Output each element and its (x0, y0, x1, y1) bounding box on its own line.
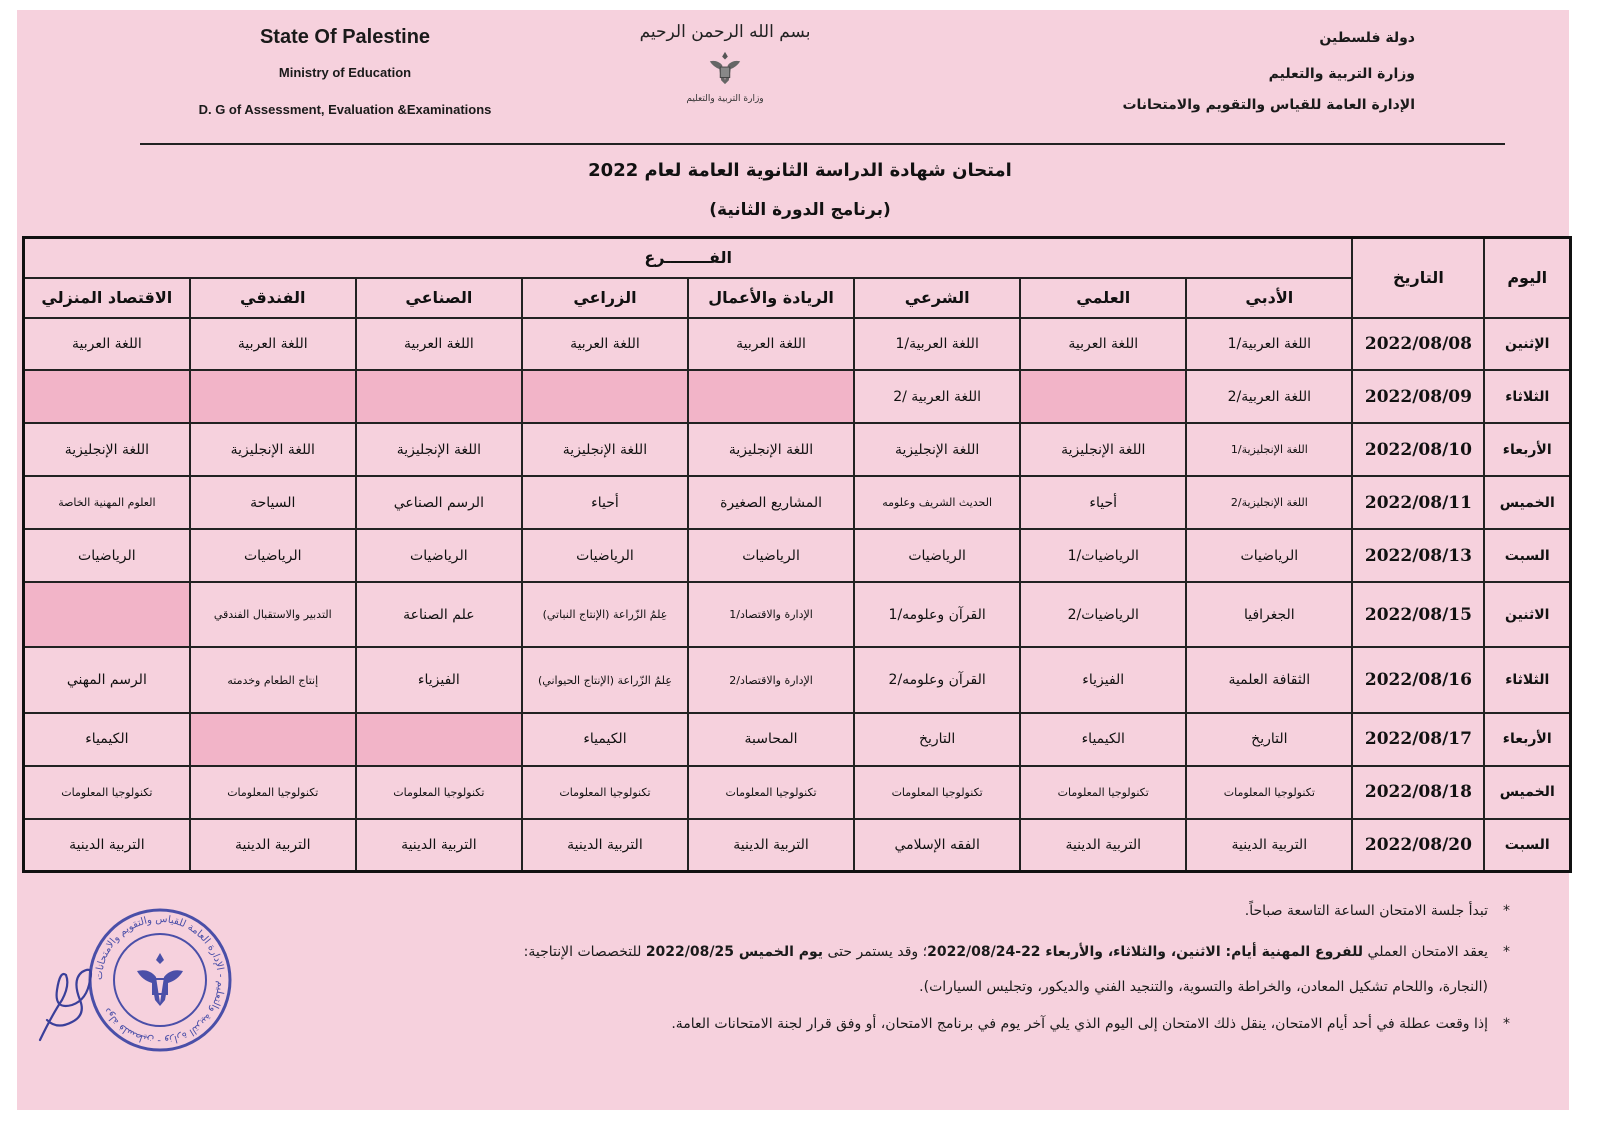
day-cell: الثلاثاء (1484, 647, 1570, 712)
subject-cell: الرياضيات (356, 529, 522, 582)
subject-cell: اللغة العربية (1020, 318, 1186, 371)
note-text: يعقد الامتحان العملي للفروع المهنية أيام: الاثنين، والثلاثاء، والأربعاء 22-2022/08/24؛ وقد يستمر حتى يوم الخميس 2022/08/25 للتخصصات الإنتاجية: (523, 944, 1488, 960)
subject-cell: التربية الدينية (190, 819, 356, 872)
subject-cell: اللغة الإنجليزية/2 (1186, 476, 1352, 529)
subject-cell: اللغة الإنجليزية (688, 423, 854, 476)
schedule-row (24, 476, 1571, 529)
subject-cell: الفيزياء (1020, 647, 1186, 712)
empty-subject-cell (24, 370, 190, 423)
subject-cell: تكنولوجيا المعلومات (1020, 766, 1186, 819)
english-ministry: Ministry of Education (278, 65, 412, 80)
note-bullet: * (1503, 1016, 1510, 1032)
schedule-row (24, 370, 1571, 423)
col-day-header: اليوم (1484, 238, 1570, 318)
subject-cell: التربية الدينية (688, 819, 854, 872)
subject-cell: الرياضيات/1 (1020, 529, 1186, 582)
document-title: امتحان شهادة الدراسة الثانوية العامة لعام 2022 (588, 160, 1012, 181)
subject-cell: الرياضيات (24, 529, 190, 582)
branch-header: الصناعي (356, 278, 522, 318)
header-divider (140, 143, 1505, 145)
subject-cell: اللغة العربية (24, 318, 190, 371)
arabic-ministry: وزارة التربية والتعليم (1268, 66, 1415, 82)
subject-cell: اللغة الإنجليزية (1020, 423, 1186, 476)
exam-schedule-table (22, 236, 1572, 873)
subject-cell: التربية الدينية (356, 819, 522, 872)
empty-subject-cell (688, 370, 854, 423)
branch-header: الأدبي (1186, 278, 1352, 318)
schedule-row (24, 819, 1571, 872)
subject-cell: اللغة العربية/1 (1186, 318, 1352, 371)
crest-caption: وزارة التربية والتعليم (686, 94, 764, 104)
subject-cell: تكنولوجيا المعلومات (24, 766, 190, 819)
subject-cell: الرسم الصناعي (356, 476, 522, 529)
subject-cell: التربية الدينية (1186, 819, 1352, 872)
subject-cell: اللغة العربية (356, 318, 522, 371)
day-cell: الإثنين (1484, 318, 1570, 371)
basmala-calligraphy: بسم الله الرحمن الرحيم (639, 22, 811, 42)
subject-cell: الرياضيات (854, 529, 1020, 582)
subject-cell: اللغة الإنجليزية (356, 423, 522, 476)
arabic-header (1015, 30, 1415, 113)
date-cell: 2022/08/13 (1352, 529, 1484, 582)
branch-header: الفندقي (190, 278, 356, 318)
english-department: D. G of Assessment, Evaluation &Examinations (198, 102, 492, 117)
date-cell: 2022/08/09 (1352, 370, 1484, 423)
subject-cell: التدبير والاستقبال الفندقي (190, 582, 356, 647)
day-cell: الخميس (1484, 476, 1570, 529)
day-cell: الاثنين (1484, 582, 1570, 647)
english-header (130, 20, 560, 117)
header-row-1 (24, 238, 1571, 278)
subject-cell: الرياضيات (1186, 529, 1352, 582)
subject-cell: اللغة الإنجليزية/1 (1186, 423, 1352, 476)
subject-cell: الجغرافيا (1186, 582, 1352, 647)
subject-cell: اللغة الإنجليزية (522, 423, 688, 476)
subject-cell: تكنولوجيا المعلومات (356, 766, 522, 819)
subject-cell: القرآن وعلومه/2 (854, 647, 1020, 712)
subject-cell: تكنولوجيا المعلومات (1186, 766, 1352, 819)
subject-cell: اللغة العربية (688, 318, 854, 371)
arabic-department: الإدارة العامة للقياس والتقويم والامتحانات (1122, 97, 1415, 113)
subject-cell: التربية الدينية (522, 819, 688, 872)
subject-cell: الرياضيات/2 (1020, 582, 1186, 647)
col-date-header: التاريخ (1352, 238, 1484, 318)
subject-cell: المحاسبة (688, 713, 854, 766)
handwritten-signature (32, 960, 102, 1050)
subject-cell: الإدارة والاقتصاد/2 (688, 647, 854, 712)
schedule-row (24, 529, 1571, 582)
note-text: إذا وقعت عطلة في أحد أيام الامتحان، ينقل ذلك الامتحان إلى اليوم الذي يلي آخر يوم في برنامج الامتحان، أو وفق قرار لجنة الامتحانات العامة. (671, 1016, 1488, 1032)
subject-cell: أحياء (522, 476, 688, 529)
subject-cell: السياحة (190, 476, 356, 529)
subject-cell: العلوم المهنية الخاصة (24, 476, 190, 529)
subject-cell: عِلمُ الزّراعة (الإنتاج الحيواني) (522, 647, 688, 712)
date-cell: 2022/08/11 (1352, 476, 1484, 529)
subject-cell: التربية الدينية (24, 819, 190, 872)
schedule-row (24, 766, 1571, 819)
note-item (250, 1013, 1510, 1036)
subject-cell: المشاريع الصغيرة (688, 476, 854, 529)
subject-cell: الإدارة والاقتصاد/1 (688, 582, 854, 647)
subject-cell: التاريخ (1186, 713, 1352, 766)
subject-cell: الرياضيات (688, 529, 854, 582)
schedule-row (24, 647, 1571, 712)
subject-cell: إنتاج الطعام وخدمته (190, 647, 356, 712)
date-cell: 2022/08/08 (1352, 318, 1484, 371)
subject-cell: اللغة الإنجليزية (190, 423, 356, 476)
day-cell: الأربعاء (1484, 713, 1570, 766)
day-cell: الخميس (1484, 766, 1570, 819)
subject-cell: الكيمياء (522, 713, 688, 766)
schedule-row (24, 423, 1571, 476)
subject-cell: التربية الدينية (1020, 819, 1186, 872)
subject-cell: الثقافة العلمية (1186, 647, 1352, 712)
empty-subject-cell (522, 370, 688, 423)
subject-cell: الرياضيات (190, 529, 356, 582)
branch-header: العلمي (1020, 278, 1186, 318)
subject-cell: اللغة العربية (522, 318, 688, 371)
note-item (250, 941, 1510, 964)
note-bullet: * (1503, 903, 1510, 919)
palestine-eagle-icon (706, 48, 744, 88)
subject-cell: تكنولوجيا المعلومات (190, 766, 356, 819)
subject-cell: الرياضيات (522, 529, 688, 582)
empty-subject-cell (190, 713, 356, 766)
subject-cell: اللغة العربية /2 (854, 370, 1020, 423)
note-continuation: (النجارة، واللحام تشكيل المعادن، والخراطة والتسوية، والتنجيد الفني والديكور، وتجليس السيارات). (919, 979, 1488, 995)
schedule-body (24, 318, 1571, 872)
note-text: تبدأ جلسة الامتحان الساعة التاسعة صباحاً. (1244, 903, 1488, 919)
branch-header: الزراعي (522, 278, 688, 318)
subject-cell: اللغة العربية/1 (854, 318, 1020, 371)
subject-cell: علم الصناعة (356, 582, 522, 647)
header-row-2 (24, 278, 1571, 318)
subject-cell: اللغة العربية (190, 318, 356, 371)
date-cell: 2022/08/20 (1352, 819, 1484, 872)
empty-subject-cell (24, 582, 190, 647)
subject-cell: الكيمياء (1020, 713, 1186, 766)
english-country: State Of Palestine (259, 26, 431, 48)
official-seal-stamp (85, 905, 235, 1055)
branch-header: الاقتصاد المنزلي (24, 278, 190, 318)
empty-subject-cell (356, 370, 522, 423)
branch-header: الريادة والأعمال (688, 278, 854, 318)
subject-cell: الكيمياء (24, 713, 190, 766)
subject-cell: تكنولوجيا المعلومات (522, 766, 688, 819)
schedule-row (24, 713, 1571, 766)
schedule-row (24, 318, 1571, 371)
date-cell: 2022/08/16 (1352, 647, 1484, 712)
note-item (250, 900, 1510, 923)
subject-cell: اللغة الإنجليزية (24, 423, 190, 476)
subject-cell: الفيزياء (356, 647, 522, 712)
subject-cell: الفقه الإسلامي (854, 819, 1020, 872)
date-cell: 2022/08/10 (1352, 423, 1484, 476)
subject-cell: الرسم المهني (24, 647, 190, 712)
subject-cell: تكنولوجيا المعلومات (854, 766, 1020, 819)
date-cell: 2022/08/15 (1352, 582, 1484, 647)
subject-cell: تكنولوجيا المعلومات (688, 766, 854, 819)
note-bullet: * (1503, 944, 1510, 960)
date-cell: 2022/08/18 (1352, 766, 1484, 819)
subject-cell: اللغة الإنجليزية (854, 423, 1020, 476)
day-cell: الثلاثاء (1484, 370, 1570, 423)
svg-text:دولة فلسطين - وزارة التربية وا: دولة فلسطين - وزارة التربية والتعليم - الإدارة العامة للقياس والتقويم والامتحانات (93, 913, 227, 1047)
subject-cell: اللغة العربية/2 (1186, 370, 1352, 423)
crest-block (580, 22, 870, 104)
document-subtitle: (برنامج الدورة الثانية) (709, 200, 891, 220)
empty-subject-cell (1020, 370, 1186, 423)
notes-section (250, 900, 1510, 1054)
subject-cell: أحياء (1020, 476, 1186, 529)
arabic-country: دولة فلسطين (1319, 30, 1415, 46)
date-cell: 2022/08/17 (1352, 713, 1484, 766)
subject-cell: القرآن وعلومه/1 (854, 582, 1020, 647)
empty-subject-cell (356, 713, 522, 766)
branch-header: الشرعي (854, 278, 1020, 318)
subject-cell: التاريخ (854, 713, 1020, 766)
subject-cell: عِلمُ الزّراعة (الإنتاج النباتي) (522, 582, 688, 647)
day-cell: الأربعاء (1484, 423, 1570, 476)
empty-subject-cell (190, 370, 356, 423)
col-branch-header: الفــــــــرع (24, 238, 1353, 278)
day-cell: السبت (1484, 529, 1570, 582)
schedule-row (24, 582, 1571, 647)
day-cell: السبت (1484, 819, 1570, 872)
subject-cell: الحديث الشريف وعلومه (854, 476, 1020, 529)
